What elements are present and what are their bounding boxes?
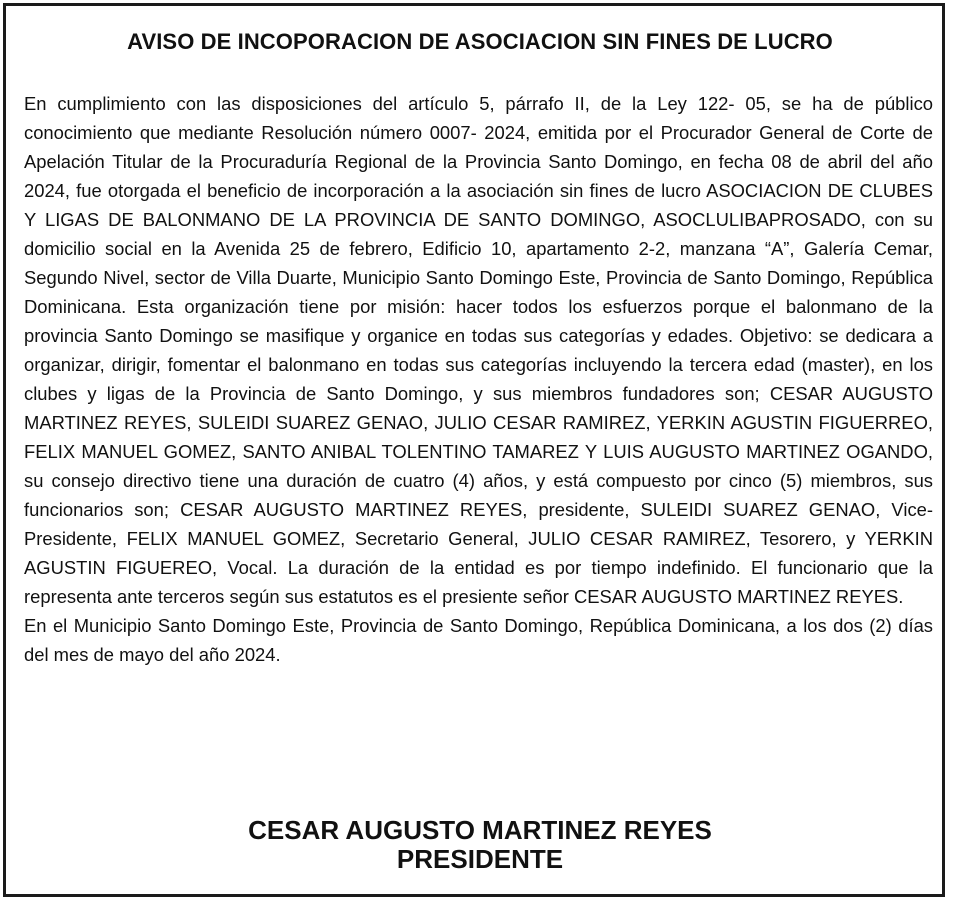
signatory-role: PRESIDENTE bbox=[396, 844, 564, 874]
notice-body bbox=[24, 89, 933, 669]
notice-title: AVISO DE INCOPORACION DE ASOCIACION SIN FINES DE LUCRO bbox=[127, 29, 833, 54]
notice-paragraph-closing: En el Municipio Santo Domingo Este, Provincia de Santo Domingo, República Dominicana, a los dos (2) días del mes de mayo del año 2024. bbox=[24, 615, 933, 665]
signatory-name: CESAR AUGUSTO MARTINEZ REYES bbox=[248, 815, 712, 845]
notice-paragraph-main: En cumplimiento con las disposiciones del artículo 5, párrafo II, de la Ley 122- 05, se ha de público conocimiento que mediante Resolución número 0007- 2024, emitida por el Procurador General de Corte de Apelación Titular de la Procuraduría Regional de la Provincia Santo Domingo, en fecha 08 de abril del año 2024, fue otorgada el beneficio de incorporación a la asociación sin fines de lucro ASOCIACION DE CLUBES Y LIGAS DE BALONMANO DE LA PROVINCIA DE SANTO DOMINGO, ASOCLULIBAPROSADO, con su domicilio social en la Avenida 25 de febrero, Edificio 10, apartamento 2-2, manzana “A”, Galería Cemar, Segundo Nivel, sector de Villa Duarte, Municipio Santo Domingo Este, Provincia de Santo Domingo, República Dominicana. Esta organización tiene por misión: hacer todos los esfuerzos porque el balonmano de la provincia Santo Domingo se masifique y organice en todas sus categorías y edades. Objetivo: se dedicara a organizar, dirigir, fomentar el balonmano en todas sus categorías incluyendo la tercera edad (master), en los clubes y ligas de la Provincia de Santo Domingo, y sus miembros fundadores son; CESAR AUGUSTO MARTINEZ REYES, SULEIDI SUAREZ GENAO, JULIO CESAR RAMIREZ, YERKIN AGUSTIN FIGUERREO, FELIX MANUEL GOMEZ, SANTO ANIBAL TOLENTINO TAMAREZ Y LUIS AUGUSTO MARTINEZ OGANDO, su consejo directivo tiene una duración de cuatro (4) años, y está compuesto por cinco (5) miembros, sus funcionarios son; CESAR AUGUSTO MARTINEZ REYES, presidente, SULEIDI SUAREZ GENAO, Vice-Presidente, FELIX MANUEL GOMEZ, Secretario General, JULIO CESAR RAMIREZ, Tesorero, y YERKIN AGUSTIN FIGUEREO, Vocal. La duración de la entidad es por tiempo indefinido. El funcionario que la representa ante terceros según sus estatutos es el presiente señor CESAR AUGUSTO MARTINEZ REYES. bbox=[24, 93, 933, 607]
notice-frame bbox=[3, 3, 945, 897]
